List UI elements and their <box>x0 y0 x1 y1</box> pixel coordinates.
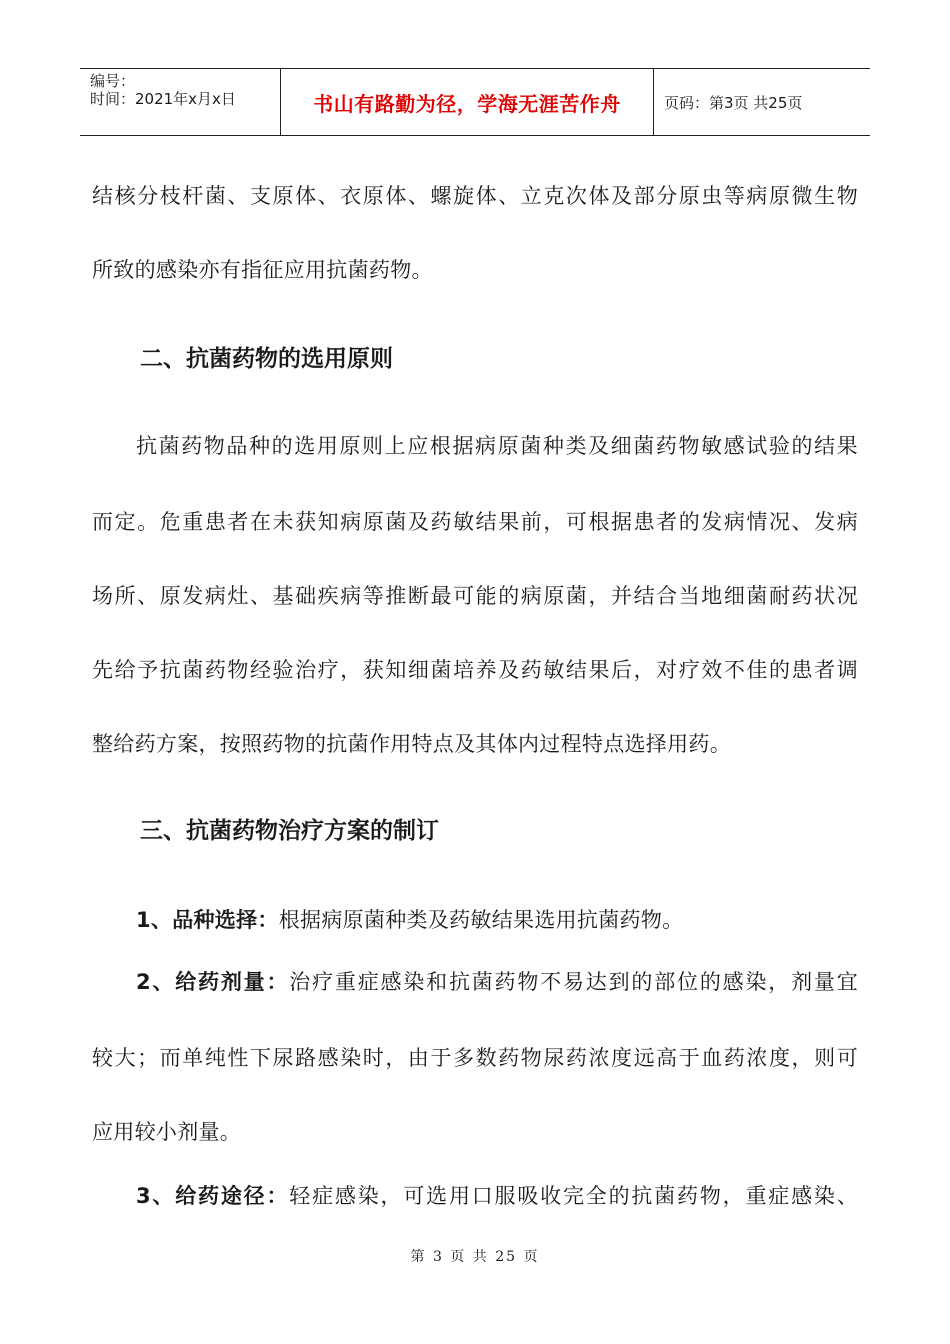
section-heading: 三、抗菌药物治疗方案的制订 <box>140 818 439 844</box>
section-heading: 二、抗菌药物的选用原则 <box>140 346 393 372</box>
item-label: 3、给药途径： <box>136 1184 290 1208</box>
item-text: 轻症感染，可选用口服吸收完全的抗菌药物，重症感染、 <box>289 1184 858 1208</box>
paragraph-line: 整给药方案，按照药物的抗菌作用特点及其体内过程特点选择用药。 <box>92 732 731 756</box>
time-label: 时间：2021年x月x日 <box>90 90 236 108</box>
item-text: 根据病原菌种类及药敏结果选用抗菌药物。 <box>278 908 684 932</box>
paragraph-line: 所致的感染亦有指征应用抗菌药物。 <box>92 258 433 282</box>
header-page-info: 页码：第3页 共25页 <box>664 93 803 112</box>
paragraph-line: 应用较小剂量。 <box>92 1120 242 1144</box>
list-item <box>136 1180 858 1210</box>
paragraph-line: 较大；而单纯性下尿路感染时，由于多数药物尿药浓度远高于血药浓度，则可 <box>92 1046 858 1070</box>
paragraph-line: 场所、原发病灶、基础疾病等推断最可能的病原菌，并结合当地细菌耐药状况 <box>92 584 858 608</box>
header-motto: 书山有路勤为径，学海无涯苦作舟 <box>281 69 654 135</box>
list-item <box>136 966 858 996</box>
paragraph-line: 先给予抗菌药物经验治疗，获知细菌培养及药敏结果后，对疗效不佳的患者调 <box>92 658 858 682</box>
paragraph-line: 而定。危重患者在未获知病原菌及药敏结果前，可根据患者的发病情况、发病 <box>92 510 858 534</box>
page-footer: 第 3 页 共 25 页 <box>410 1249 540 1265</box>
item-text: 治疗重症感染和抗菌药物不易达到的部位的感染，剂量宜 <box>289 970 858 994</box>
item-label: 2、给药剂量： <box>136 970 290 994</box>
number-label: 编号： <box>90 72 136 90</box>
document-header <box>80 68 870 136</box>
list-item <box>136 904 683 934</box>
paragraph-line: 抗菌药物品种的选用原则上应根据病原菌种类及细菌药物敏感试验的结果 <box>136 434 858 458</box>
paragraph-line: 结核分枝杆菌、支原体、衣原体、螺旋体、立克次体及部分原虫等病原微生物 <box>92 184 858 208</box>
item-label: 1、品种选择： <box>136 908 279 932</box>
header-meta <box>80 69 281 135</box>
